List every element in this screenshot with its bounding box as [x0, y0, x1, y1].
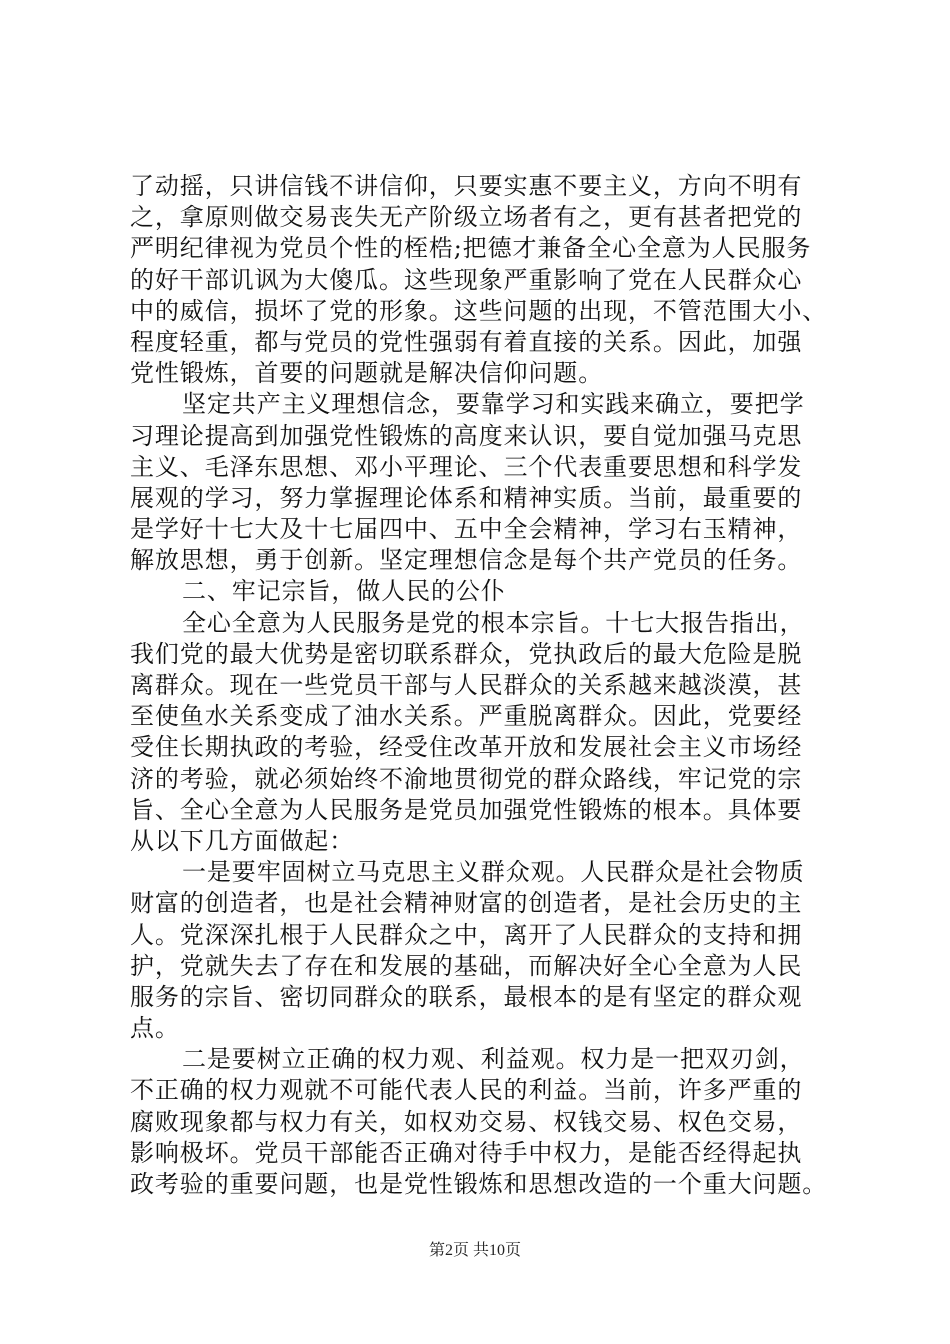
text-line: 党性锻炼，首要的问题就是解决信仰问题。 — [130, 359, 604, 388]
text-line: 财富的创造者，也是社会精神财富的创造者，是社会历史的主 — [130, 889, 803, 918]
text-line: 受住长期执政的考验，经受住改革开放和发展社会主义市场经 — [130, 733, 803, 762]
text-line: 政考验的重要问题，也是党性锻炼和思想改造的一个重大问题。 — [130, 1170, 828, 1198]
text-line: 影响极坏。党员干部能否正确对待手中权力，是能否经得起执 — [130, 1138, 803, 1167]
text-line: 中的威信，损坏了党的形象。这些问题的出现，不管范围大小、 — [130, 296, 828, 325]
text-line: 人。党深深扎根于人民群众之中，离开了人民群众的支持和拥 — [130, 920, 803, 949]
text-line: 全心全意为人民服务是党的根本宗旨。十七大报告指出， — [182, 608, 805, 637]
text-line: 习理论提高到加强党性锻炼的高度来认识，要自觉加强马克思 — [130, 421, 803, 450]
text-line: 二是要树立正确的权力观、利益观。权力是一把双刃剑， — [182, 1045, 805, 1074]
page-number-footer: 第2页 共10页 — [428, 1242, 521, 1259]
text-line: 从以下几方面做起： — [130, 826, 355, 855]
text-line: 腐败现象都与权力有关，如权劝交易、权钱交易、权色交易， — [130, 1107, 803, 1136]
text-line: 旨、全心全意为人民服务是党员加强党性锻炼的根本。具体要 — [130, 795, 803, 824]
text-line: 点。 — [130, 1014, 180, 1043]
text-line: 至使鱼水关系变成了油水关系。严重脱离群众。因此，党要经 — [130, 702, 803, 731]
text-line: 一是要牢固树立马克思主义群众观。人民群众是社会物质 — [182, 858, 805, 887]
text-line: 了动摇，只讲信钱不讲信仰，只要实惠不要主义，方向不明有 — [130, 172, 803, 200]
text-line: 解放思想，勇于创新。坚定理想信念是每个共产党员的任务。 — [130, 546, 803, 575]
text-line: 离群众。现在一些党员干部与人民群众的关系越来越淡漠，甚 — [130, 671, 803, 699]
text-line: 护，党就失去了存在和发展的基础，而解决好全心全意为人民 — [130, 951, 803, 980]
text-line: 不正确的权力观就不可能代表人民的利益。当前，许多严重的 — [130, 1076, 803, 1105]
text-line: 的好干部讥讽为大傻瓜。这些现象严重影响了党在人民群众心 — [130, 265, 803, 294]
text-line: 之，拿原则做交易丧失无产阶级立场者有之，更有甚者把党的 — [130, 203, 803, 232]
text-line: 主义、毛泽东思想、邓小平理论、三个代表重要思想和科学发 — [130, 452, 803, 481]
text-line: 二、牢记宗旨，做人民的公仆 — [182, 577, 506, 606]
text-line: 服务的宗旨、密切同群众的联系，最根本的是有坚定的群众观 — [130, 982, 803, 1011]
text-line: 济的考验，就必须始终不渝地贯彻党的群众路线，牢记党的宗 — [130, 764, 803, 793]
text-line: 严明纪律视为党员个性的桎梏;把德才兼备全心全意为人民服务 — [130, 234, 812, 263]
text-line: 坚定共产主义理想信念，要靠学习和实践来确立，要把学 — [182, 390, 805, 419]
text-line: 我们党的最大优势是密切联系群众，党执政后的最大危险是脱 — [130, 639, 803, 668]
text-line: 是学好十七大及十七届四中、五中全会精神，学习右玉精神， — [130, 515, 803, 544]
text-line: 程度轻重，都与党员的党性强弱有着直接的关系。因此，加强 — [130, 327, 803, 356]
text-line: 展观的学习，努力掌握理论体系和精神实质。当前，最重要的 — [130, 483, 803, 512]
body-text — [130, 171, 854, 1200]
